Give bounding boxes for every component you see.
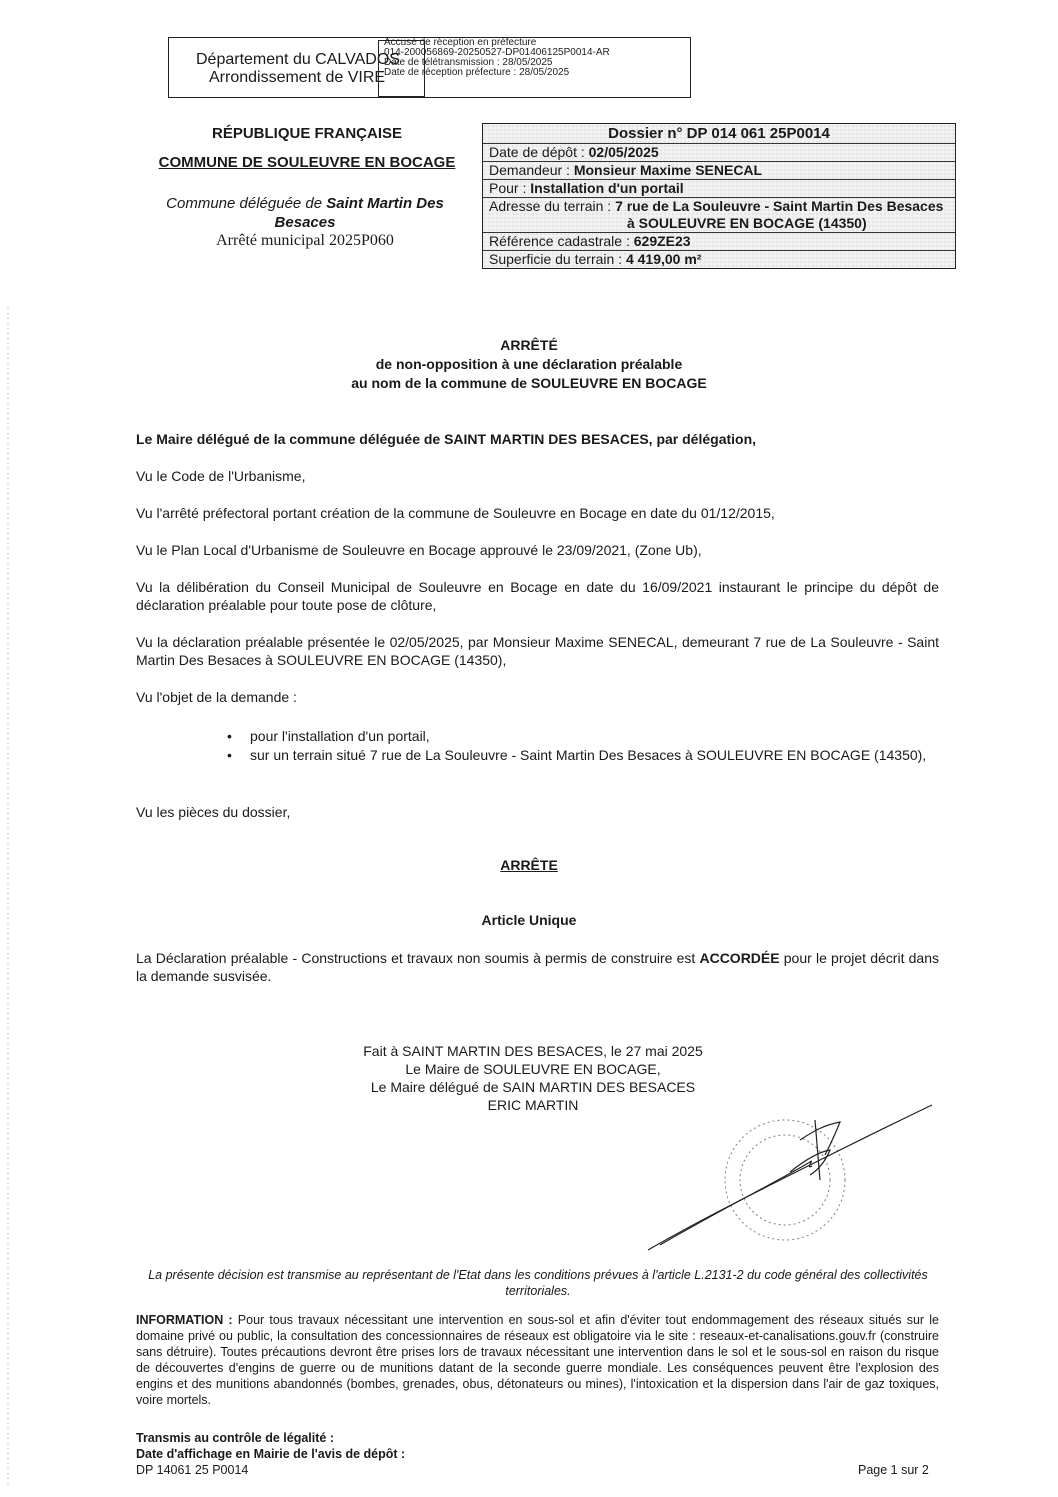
title-line: de non-opposition à une déclaration préalable xyxy=(375,356,683,372)
applicant-label: Demandeur : xyxy=(489,162,574,178)
decision-text: pour le projet décrit dans la demande susvisée. xyxy=(136,950,939,984)
cadastre-value: 629ZE23 xyxy=(633,233,691,249)
list-item-text: sur un terrain situé 7 rue de La Souleuvre - Saint Martin Des Besaces à SOULEUVRE EN BOCAGE (14350), xyxy=(250,747,927,763)
signature-line: ERIC MARTIN xyxy=(487,1097,579,1113)
signature-line: Le Maire de SOULEUVRE EN BOCAGE, xyxy=(405,1061,661,1077)
delegated-commune xyxy=(150,194,460,232)
list-item-text: pour l'installation d'un portail, xyxy=(250,728,430,744)
display-date-line: Date d'affichage en Mairie de l'avis de dépôt : xyxy=(136,1447,406,1461)
bullet-icon: • xyxy=(227,728,232,744)
title-line: au nom de la commune de SOULEUVRE EN BOCAGE xyxy=(351,375,707,391)
deposit-date-row xyxy=(483,144,955,162)
vu-paragraph: Vu l'objet de la demande : xyxy=(136,689,297,705)
information-label: INFORMATION : xyxy=(136,1313,238,1327)
list-item xyxy=(227,727,939,745)
arrete-number: Arrêté municipal 2025P060 xyxy=(216,232,394,249)
applicant-value: Monsieur Maxime SENECAL xyxy=(573,162,763,178)
vu-paragraph: Vu le Plan Local d'Urbanisme de Souleuvre en Bocage approuvé le 23/09/2021, (Zone Ub), xyxy=(136,542,702,558)
dossier-box xyxy=(482,123,956,269)
address-value-line1: 7 rue de La Souleuvre - Saint Martin Des Besaces xyxy=(615,198,944,214)
seal-icon xyxy=(725,1120,845,1240)
information-paragraph xyxy=(136,1312,939,1408)
dossier-reference: DP 14061 25 P0014 xyxy=(136,1463,249,1477)
list-item xyxy=(227,746,939,764)
bullet-icon: • xyxy=(227,747,232,763)
document-title xyxy=(0,336,1058,393)
maire-statement: Le Maire délégué de la commune déléguée de SAINT MARTIN DES BESACES, par délégation, xyxy=(136,431,757,447)
area-value: 4 419,00 m² xyxy=(625,251,702,267)
commune-heading: COMMUNE DE SOULEUVRE EN BOCAGE xyxy=(158,154,456,171)
signature-line: Le Maire délégué de SAIN MARTIN DES BESACES xyxy=(370,1079,696,1095)
signature-icon xyxy=(648,1105,932,1250)
vu-paragraph: Vu les pièces du dossier, xyxy=(136,804,291,820)
stamp-line: Date de réception préfecture : 28/05/2025 xyxy=(384,67,570,78)
decision-paragraph xyxy=(136,949,939,985)
republic-heading: RÉPUBLIQUE FRANÇAISE xyxy=(211,125,402,142)
information-text: Pour tous travaux nécessitant une intervention en sous-sol et afin d'éviter tout endommagement des réseaux situés sur le domaine privé ou public, la consultation des concessionnaires de réseaux est obligatoire via le site : reseaux-et-canalisations.gouv.fr (construire sans détruire). Toutes précautions devront être prises lors de travaux nécessitant une intervention dans le sol et le sous-sol en raison du risque de découvertes d'engins de guerre ou de munitions datant de la seconde guerre mondiale. Les conséquences peuvent être l'explosion des engins et des munitions abandonnés (bombes, grenades, obus, détonateurs ou mines), l'intoxication et la dispersion dans l'air de gaz toxiques, voire mortels. xyxy=(136,1313,939,1407)
stamp-line: 014-200056869-20250527-DP01406125P0014-AR xyxy=(384,47,610,58)
cadastre-row xyxy=(483,233,955,251)
address-label: Adresse du terrain : xyxy=(489,198,616,214)
decision-text: La Déclaration préalable - Constructions et travaux non soumis à permis de construire est xyxy=(136,950,700,966)
article-heading: Article Unique xyxy=(481,912,577,928)
dossier-title: Dossier n° DP 014 061 25P0014 xyxy=(483,124,955,144)
cadastre-label: Référence cadastrale : xyxy=(489,233,634,249)
address-value-line2: à SOULEUVRE EN BOCAGE (14350) xyxy=(627,215,867,231)
prefecture-receipt-stamp xyxy=(384,38,610,78)
arrete-heading: ARRÊTE xyxy=(500,857,558,873)
title-line: ARRÊTÉ xyxy=(500,337,558,353)
area-row xyxy=(483,251,955,268)
vu-paragraph: Vu le Code de l'Urbanisme, xyxy=(136,468,306,484)
deposit-date-label: Date de dépôt : xyxy=(489,144,589,160)
vu-paragraph: Vu l'arrêté préfectoral portant création de la commune de Souleuvre en Bocage en date du 01/12/2015, xyxy=(136,505,775,521)
area-label: Superficie du terrain : xyxy=(489,251,626,267)
vu-paragraph: Vu la délibération du Conseil Municipal de Souleuvre en Bocage en date du 16/09/2021 instaurant le principe du dépôt de déclaration préalable pour toute pose de clôture, xyxy=(136,579,939,613)
stamp-line: Date de télétransmission : 28/05/2025 xyxy=(384,57,553,68)
delegated-prefix: Commune déléguée de xyxy=(166,195,327,212)
deposit-date-value: 02/05/2025 xyxy=(588,144,659,160)
arrondissement-line: Arrondissement de VIRE xyxy=(209,69,386,86)
delegated-name: Saint Martin Des Besaces xyxy=(274,195,444,231)
legality-line: Transmis au contrôle de légalité : xyxy=(136,1431,334,1445)
official-seal-and-signature xyxy=(640,1100,940,1255)
stamp-line: Accusé de réception en préfecture xyxy=(384,37,537,48)
vu-paragraph: Vu la déclaration préalable présentée le 02/05/2025, par Monsieur Maxime SENECAL, demeurant 7 rue de La Souleuvre - Saint Martin Des Besaces à SOULEUVRE EN BOCAGE (14350), xyxy=(136,634,939,668)
purpose-label: Pour : xyxy=(489,180,531,196)
page-number: Page 1 sur 2 xyxy=(858,1463,929,1477)
department-line: Département du CALVADOS xyxy=(196,51,400,68)
transmission-notice: La présente décision est transmise au représentant de l'Etat dans les conditions prévues à l'article L.2131-2 du code général des collectivités territoriales. xyxy=(148,1268,928,1298)
signature-line: Fait à SAINT MARTIN DES BESACES, le 27 mai 2025 xyxy=(363,1043,703,1059)
purpose-row xyxy=(483,180,955,198)
decision-status: ACCORDÉE xyxy=(699,950,780,966)
scan-margin-dots xyxy=(7,308,9,1488)
address-row xyxy=(483,198,955,233)
purpose-value: Installation d'un portail xyxy=(530,180,684,196)
applicant-row xyxy=(483,162,955,180)
